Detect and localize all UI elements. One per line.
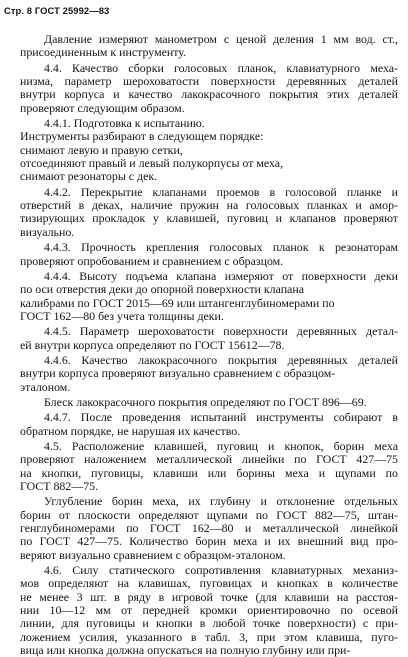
text-line: 4.4.3. Прочность крепления голосовых планок к резонаторам — [44, 241, 398, 255]
text-line: Инструменты разбирают в следующем порядке: — [20, 130, 264, 144]
text-line: ложением усилия, указанного в табл. 3, при этом клавиша, пуго- — [20, 630, 398, 644]
paragraph — [20, 440, 398, 493]
paragraph — [20, 495, 398, 562]
text-line: снимают резонаторы с дек. — [20, 170, 158, 184]
paragraph — [20, 396, 398, 409]
text-line: 4.4. Качество сборки голосовых планок, клавиатурного меха- — [44, 61, 398, 75]
text-line: мов определяют на клавишах, пуговицах и кнопках в количестве — [20, 577, 398, 591]
text-line: борин от плоскости определяют щупами по ГОСТ 882—75, штан- — [20, 508, 398, 522]
paragraph — [20, 411, 398, 438]
paragraph — [20, 354, 398, 394]
paragraph — [20, 62, 398, 115]
text-line: Давление измеряют манометром с ценой деления 1 мм вод. ст., — [44, 33, 398, 46]
text-line: генглубиномерами по ГОСТ 162—80 и металлической линейкой — [20, 522, 398, 536]
text-line: линии, для пуговицы и кнопки в любой точке поверхности) с при- — [20, 617, 398, 631]
paragraph — [20, 241, 398, 268]
text-line: проверяют опробованием и сравнением с образцом. — [20, 254, 284, 268]
paragraph — [20, 186, 398, 239]
text-line: тизирующих прокладок у клавишей, пуговиц и клапанов проверяют — [20, 212, 398, 226]
text-line: внутри корпуса и качество лакокрасочного покрытия этих деталей — [20, 88, 398, 102]
text-line: снимают левую и правую сетки, — [20, 143, 183, 157]
text-line: проверяют следующим образом. — [20, 101, 185, 115]
text-line: ГОСТ 882—75. — [20, 480, 99, 493]
text-line: присоединенным к инструменту. — [20, 46, 187, 60]
text-line: на кнопки, пуговицы, клавиши или борины меха и щупами по — [20, 466, 398, 480]
text-line: 4.4.5. Параметр шероховатости поверхности деревянных детал- — [44, 325, 398, 339]
paragraph — [20, 325, 398, 352]
text-line: 4.4.1. Подготовка к испытанию. — [44, 117, 205, 131]
text-line: 4.6. Силу статического сопротивления клавиатурных механиз- — [44, 564, 398, 578]
text-line: веряют визуально сравнением с образцом-эталоном. — [20, 548, 286, 562]
text-line: отсоединяют правый и левый полукорпусы от меха, — [20, 157, 284, 171]
text-line: внутри корпуса проверяют визуально сравнением с образцом- — [20, 367, 336, 381]
text-line: Углубление борин меха, их глубину и отклонение отдельных — [44, 495, 398, 509]
paragraph — [20, 33, 398, 60]
text-line: калибрами по ГОСТ 2015—69 или штангенглубиномерами по — [20, 296, 335, 310]
text-line: 4.4.4. Высоту подъема клапана измеряют от поверхности деки — [44, 269, 398, 283]
text-line: 4.4.6. Качество лакокрасочного покрытия деревянных деталей — [44, 353, 398, 367]
text-line: отверстий в деках, наличие пружин на голосовых планках и амор- — [20, 199, 398, 213]
text-line: ГОСТ 162—80 без учета толщины деки. — [20, 309, 224, 323]
text-line: вица или кнопка должна опускаться на полную глубину или при- — [20, 644, 351, 657]
paragraph — [20, 270, 398, 323]
text-line: 4.4.2. Перекрытие клапанами проемов в голосовой планке и — [44, 185, 398, 199]
text-line: ей внутри корпуса определяют по ГОСТ 15612—78. — [20, 338, 285, 352]
text-line: проверяют наложением металлической линейки по ГОСТ 427—75 — [20, 453, 398, 467]
paragraph — [20, 117, 398, 184]
text-line: визуально. — [20, 225, 75, 239]
text-line: Блеск лакокрасочного покрытия определяют по ГОСТ 896—69. — [44, 395, 367, 409]
text-line: 4.5. Расположение клавишей, пуговиц и кнопок, борин меха — [44, 439, 398, 453]
page-header: Стр. 8 ГОСТ 25992—83 — [4, 5, 110, 16]
text-line: по ГОСТ 427—75. Количество борин меха и их внешний вид про- — [20, 535, 398, 549]
text-line: эталоном. — [20, 380, 71, 394]
text-line: нии 10—12 мм от передней кромки ориентировочно по осевой — [20, 604, 398, 618]
text-line: низма, параметр шероховатости поверхности деревянных деталей — [20, 75, 398, 89]
text-line: 4.4.7. После проведения испытаний инструменты собирают в — [44, 411, 398, 425]
text-line: по оси отверстия деки до опорной поверхности клапана — [20, 283, 304, 297]
paragraph — [20, 564, 398, 657]
document-body — [20, 33, 398, 657]
text-line: обратном порядке, не нарушая их качество. — [20, 424, 241, 438]
text-line: не менее 3 шт. в ряду в игровой точке (для клавиши на расстоя- — [20, 590, 398, 604]
